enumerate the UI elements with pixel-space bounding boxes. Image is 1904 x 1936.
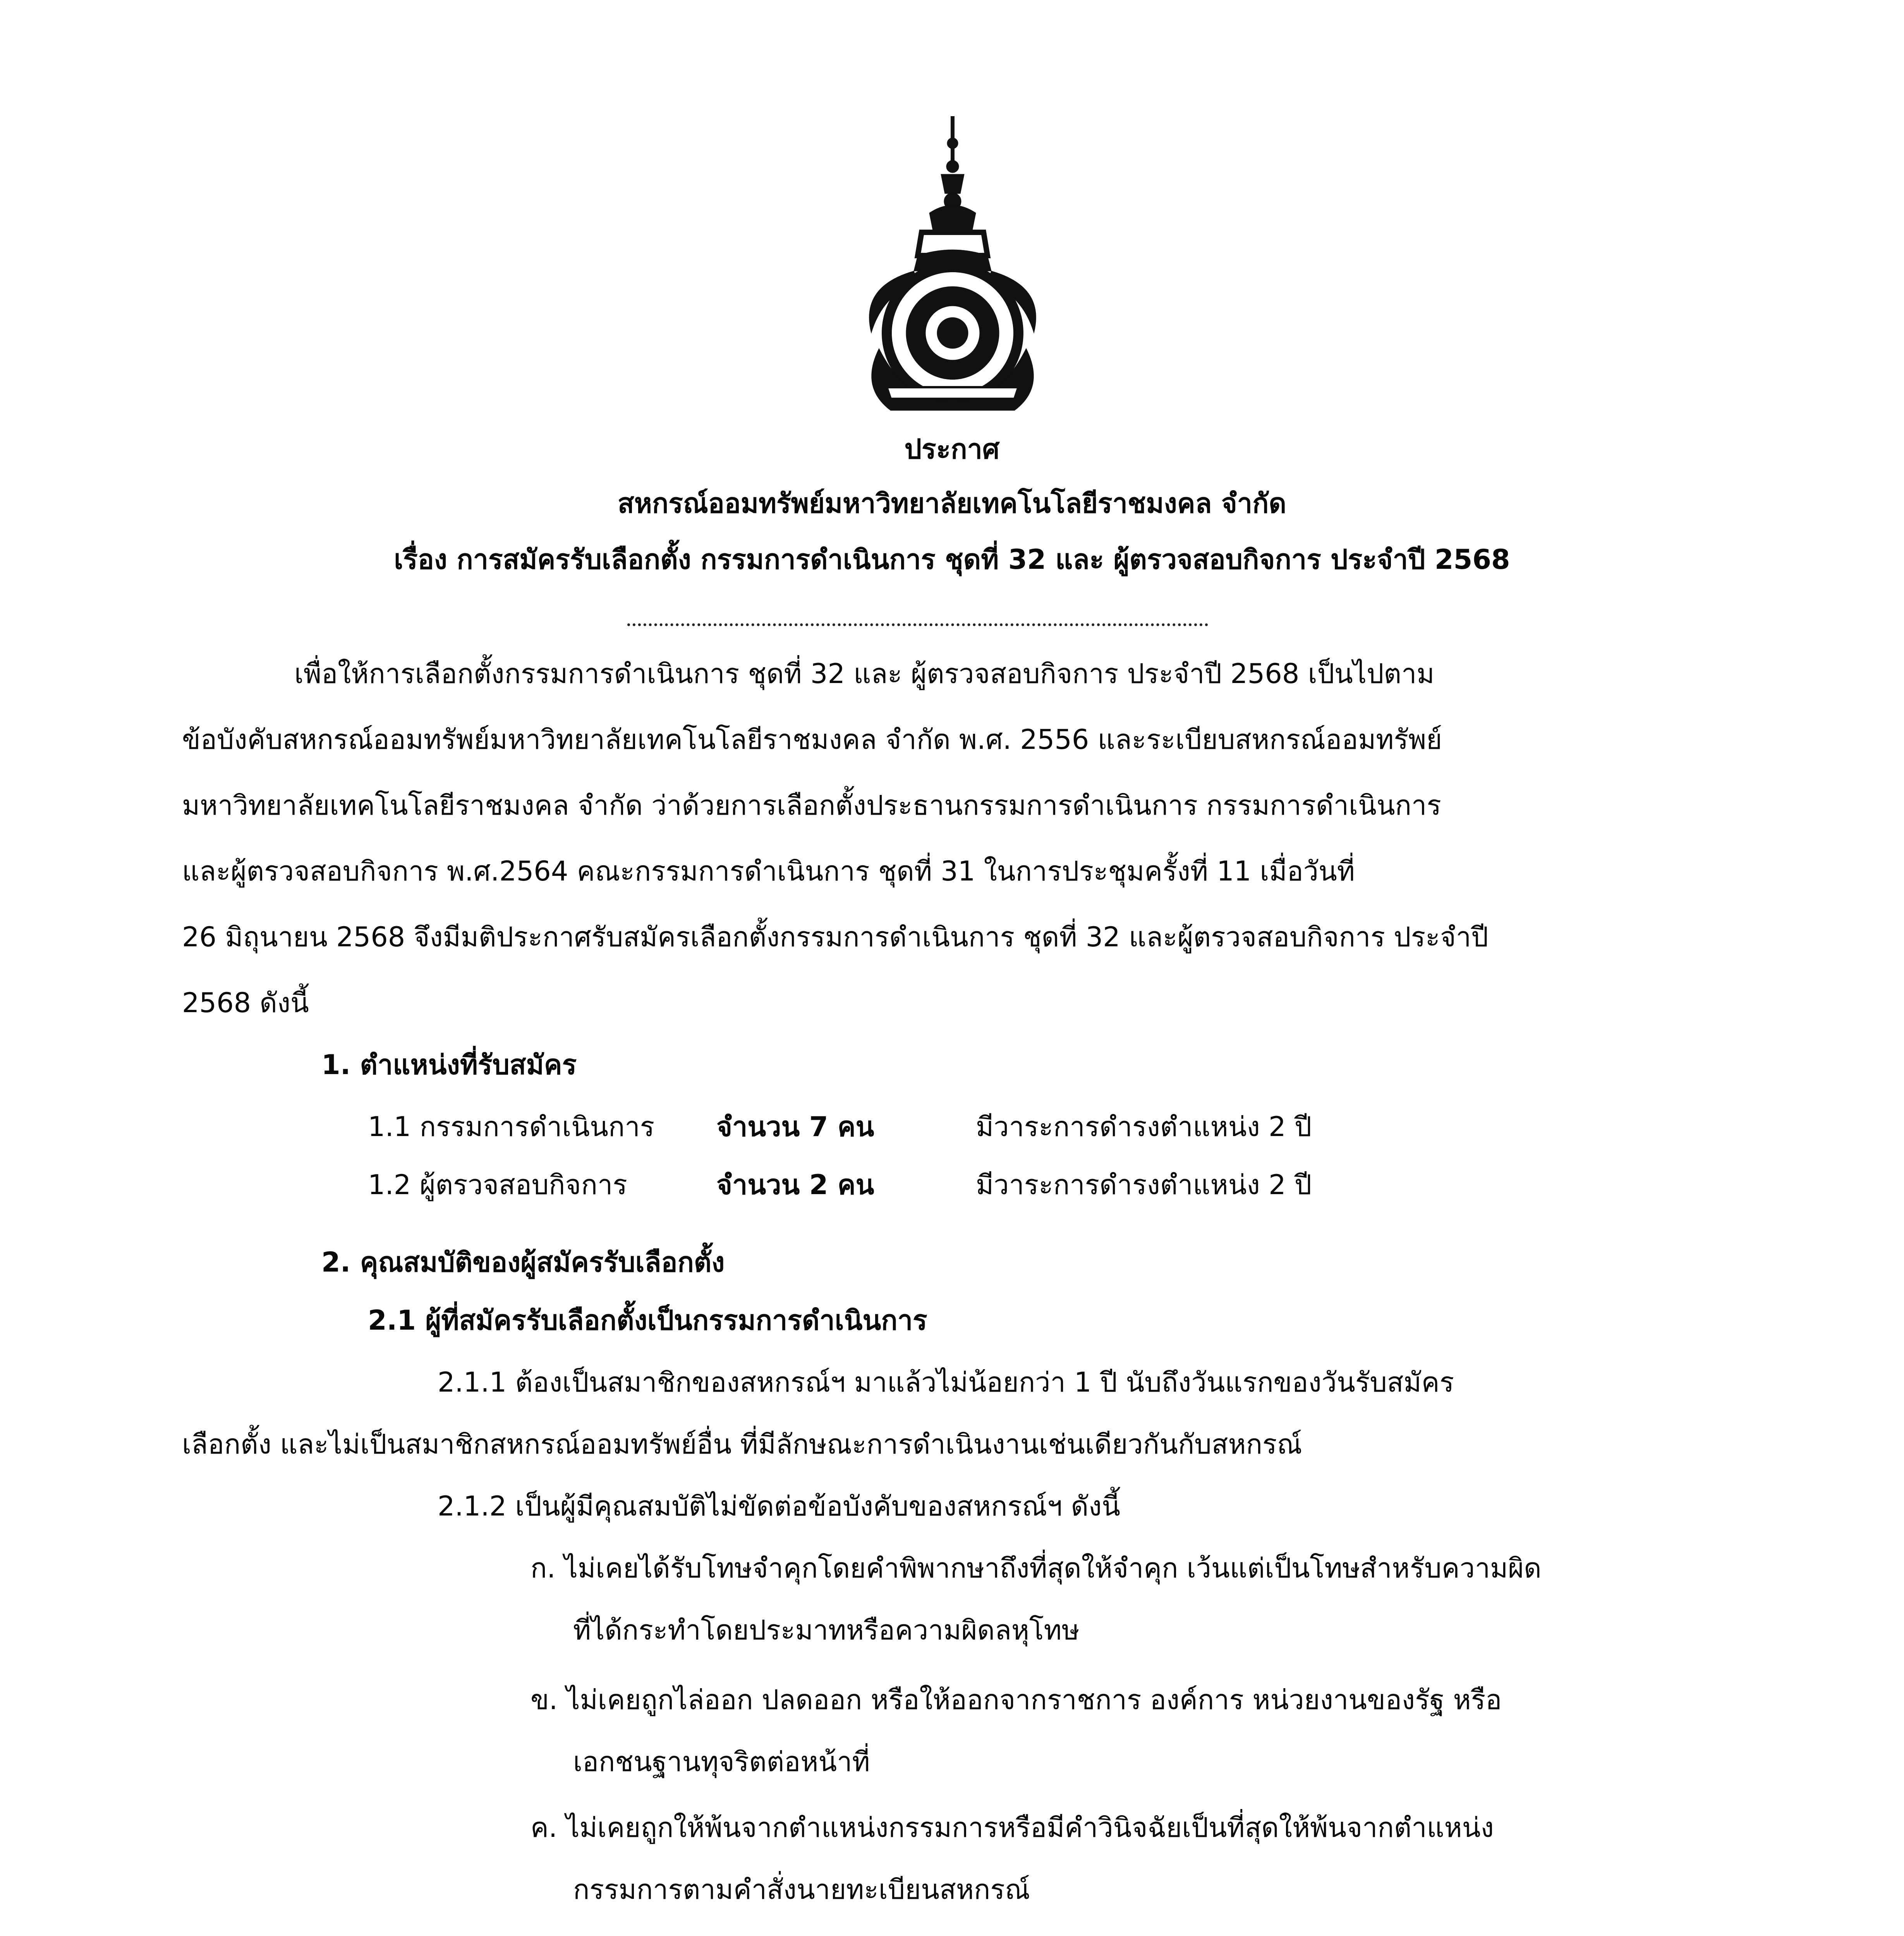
position-count: จำนวน 7 คน <box>716 1111 874 1143</box>
position-term: มีวาระการดำรงตำแหน่ง 2 ปี <box>976 1169 1312 1201</box>
intro-line: 2568 ดังนี้ <box>182 987 309 1019</box>
position-label: 1.2 ผู้ตรวจสอบกิจการ <box>368 1169 627 1201</box>
position-label: 1.1 กรรมการดำเนินการ <box>368 1111 655 1143</box>
intro-line: เพื่อให้การเลือกตั้งกรรมการดำเนินการ ชุดที่ 32 และ ผู้ตรวจสอบกิจการ ประจำปี 2568 เป็นไปตาม <box>294 658 1435 690</box>
organization-name: สหกรณ์ออมทรัพย์มหาวิทยาลัยเทคโนโลยีราชมงคล จำกัด <box>617 487 1287 519</box>
item-2-1-2: 2.1.2 เป็นผู้มีคุณสมบัติไม่ขัดต่อข้อบังคับของสหกรณ์ฯ ดังนี้ <box>438 1490 1121 1522</box>
section-2-heading: 2. คุณสมบัติของผู้สมัครรับเลือกตั้ง <box>321 1246 725 1278</box>
sub-item-ko: ก. ไม่เคยได้รับโทษจำคุกโดยคำพิพากษาถึงที่สุดให้จำคุก เว้นแต่เป็นโทษสำหรับความผิด <box>531 1552 1542 1584</box>
announcement-label: ประกาศ <box>904 433 1000 465</box>
section-1-heading: 1. ตำแหน่งที่รับสมัคร <box>321 1049 577 1081</box>
sub-item-kho-khwai: ค. ไม่เคยถูกให้พ้นจากตำแหน่งกรรมการหรือมีคำวินิจฉัยเป็นที่สุดให้พ้นจากตำแหน่ง <box>531 1812 1494 1843</box>
intro-line: มหาวิทยาลัยเทคโนโลยีราชมงคล จำกัด ว่าด้วยการเลือกตั้งประธานกรรมการดำเนินการ กรรมการดำเนินการ <box>182 790 1441 821</box>
intro-line: ข้อบังคับสหกรณ์ออมทรัพย์มหาวิทยาลัยเทคโนโลยีราชมงคล จำกัด พ.ศ. 2556 และระเบียบสหกรณ์ออมทรัพย์ <box>182 724 1442 755</box>
sub-item-kho-cont: เอกชนฐานทุจริตต่อหน้าที่ <box>573 1746 870 1778</box>
position-count: จำนวน 2 คน <box>716 1169 874 1201</box>
section-2-1-heading: 2.1 ผู้ที่สมัครรับเลือกตั้งเป็นกรรมการดำเนินการ <box>368 1304 927 1336</box>
intro-line: 26 มิถุนายน 2568 จึงมีมติประกาศรับสมัครเลือกตั้งกรรมการดำเนินการ ชุดที่ 32 และผู้ตรวจสอบกิจการ ประจำปี <box>182 921 1489 953</box>
intro-line: และผู้ตรวจสอบกิจการ พ.ศ.2564 คณะกรรมการดำเนินการ ชุดที่ 31 ในการประชุมครั้งที่ 11 เมื่อวันที่ <box>182 855 1355 887</box>
sub-item-kho-khwai-cont: กรรมการตามคำสั่งนายทะเบียนสหกรณ์ <box>573 1874 1030 1905</box>
position-term: มีวาระการดำรงตำแหน่ง 2 ปี <box>976 1111 1312 1143</box>
subject-line: เรื่อง การสมัครรับเลือกตั้ง กรรมการดำเนินการ ชุดที่ 32 และ ผู้ตรวจสอบกิจการ ประจำปี 2568 <box>394 544 1510 575</box>
item-2-1-1: 2.1.1 ต้องเป็นสมาชิกของสหกรณ์ฯ มาแล้วไม่น้อยกว่า 1 ปี นับถึงวันแรกของวันรับสมัคร <box>438 1366 1454 1398</box>
dotted-divider <box>627 623 1208 626</box>
university-emblem-icon <box>836 116 1069 434</box>
sub-item-kho: ข. ไม่เคยถูกไล่ออก ปลดออก หรือให้ออกจากราชการ องค์การ หน่วยงานของรัฐ หรือ <box>531 1684 1502 1716</box>
sub-item-ko-cont: ที่ได้กระทำโดยประมาทหรือความผิดลหุโทษ <box>573 1614 1080 1646</box>
item-2-1-1-cont: เลือกตั้ง และไม่เป็นสมาชิกสหกรณ์ออมทรัพย์อื่น ที่มีลักษณะการดำเนินงานเช่นเดียวกันกับสหกรณ์ <box>182 1428 1302 1460</box>
